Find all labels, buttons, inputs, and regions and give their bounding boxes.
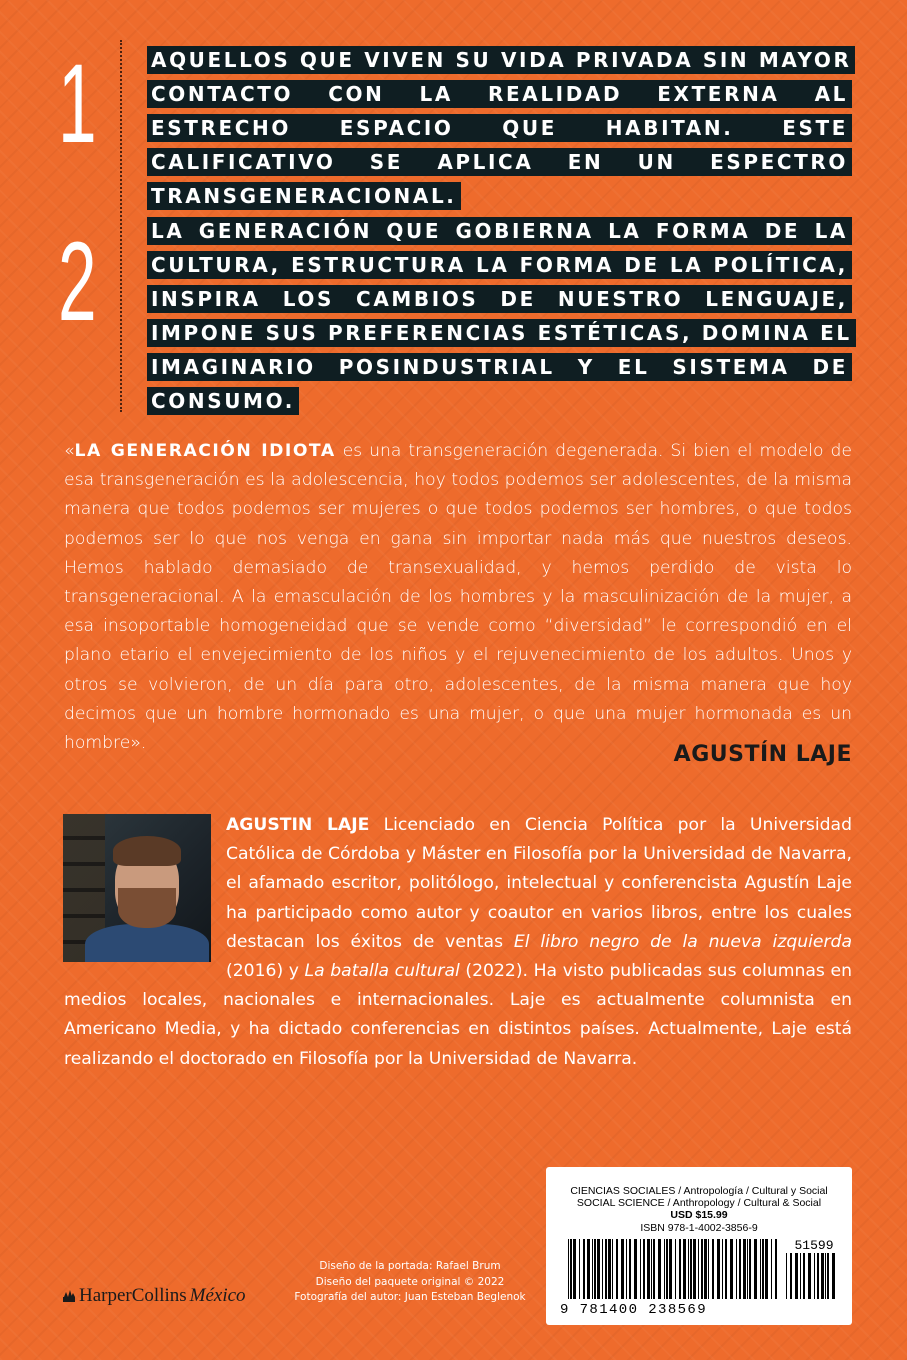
credit-cover: Diseño de la portada: Rafael Brum [319, 1260, 501, 1272]
author-bio [64, 811, 852, 1074]
quote-open: « [64, 441, 75, 461]
publisher-logo [62, 1285, 246, 1307]
quote-title: LA GENERACIÓN IDIOTA [74, 441, 336, 461]
definition-1 [147, 43, 852, 213]
bio-text-3: (2022). Ha visto publicadas sus columnas en medios locales, nacionales e internacionales. Laje es actualmente columnista en Americano Media, y ha dictado conferencias en distintos países. Actualmente, Laje está realizando el doctorado en Filosofía por la Universidad de Navarra. [64, 961, 852, 1069]
definition-number-1: 1 [58, 41, 97, 166]
bio-name: AGUSTIN LAJE [226, 815, 370, 835]
bio-book-1: El libro negro de la nueva izquierda [513, 931, 852, 952]
definition-number-2: 2 [58, 219, 97, 344]
definition-1-text: AQUELLOS QUE VIVEN SU VIDA PRIVADA SIN MAYOR CONTACTO CON LA REALIDAD EXTERNA AL ESTRECHO ESPACIO QUE HABITAN. ESTE CALIFICATIVO SE APLICA EN UN ESPECTRO TRANSGENERACIONAL. [147, 46, 855, 210]
category-spanish: CIENCIAS SOCIALES / Antropología / Cultural y Social [570, 1185, 828, 1197]
definition-2-text: LA GENERACIÓN QUE GOBIERNA LA FORMA DE LA CULTURA, ESTRUCTURA LA FORMA DE LA POLÍTICA, INSPIRA LOS CAMBIOS DE NUESTRO LENGUAJE, IMPONE SUS PREFERENCIAS ESTÉTICAS, DOMINA EL IMAGINARIO POSINDUSTRIAL Y EL SISTEMA DE CONSUMO. [147, 217, 856, 415]
dotted-divider [120, 40, 122, 412]
barcode-addon-bars [786, 1253, 836, 1299]
bio-text-1: Licenciado en Ciencia Política por la Universidad Católica de Córdoba y Máster en Filosofía por la Universidad de Navarra, el afamado escritor, politólogo, intelectual y conferencista Agustín Laje ha participado como autor y coautor en varios libros, entre los cuales destacan los éxitos de ventas [226, 815, 853, 952]
category-english: SOCIAL SCIENCE / Anthropology / Cultural & Social [576, 1197, 822, 1209]
harpercollins-flame-icon [62, 1289, 76, 1303]
credit-photo: Fotografía del autor: Juan Esteban Beglenok [294, 1291, 526, 1303]
credits [290, 1259, 530, 1306]
credit-package: Diseño del paquete original © 2022 [315, 1275, 505, 1288]
isbn: ISBN 978-1-4002-3856-9 [640, 1222, 758, 1234]
barcode-digits: 9 781400 238569 [560, 1302, 708, 1318]
barcode-bars [568, 1239, 778, 1299]
book-quote [64, 437, 852, 758]
publisher-name: HarperCollins [79, 1285, 187, 1306]
price: USD $15.99 [670, 1209, 728, 1221]
quote-author: AGUSTÍN LAJE [673, 742, 852, 767]
quote-body: es una transgeneración degenerada. Si bien el modelo de esa transgeneración es la adolescencia, hoy todos podemos ser adolescentes, de la misma manera que todos podemos ser mujeres o que todos podemos ser hombres, o que todos podemos ser lo que nos venga en gana sin importar nada más que nuestros deseos. Hemos hablado demasiado de transexualidad, y hemos perdido de vista lo transgeneracional. A la emasculación de los hombres y la masculinización de la mujer, a esa insoportable homogeneidad que se vende como “diversidad” le correspondió en el plano etario el envejecimiento de los niños y el rejuvenecimiento de los adultos. Unos y otros se volvieron, de un día para otro, adolescentes, de la misma manera que hoy decimos que un hombre hormonado es una mujer, o que una mujer hormonada es un hombre». [64, 441, 852, 754]
bio-book-2: La batalla cultural [304, 961, 460, 982]
publisher-region: México [189, 1285, 246, 1306]
barcode-panel [546, 1167, 852, 1325]
definition-2 [147, 214, 852, 418]
bio-text-2: (2016) y [226, 961, 305, 982]
barcode-addon: 51599 [794, 1238, 834, 1253]
